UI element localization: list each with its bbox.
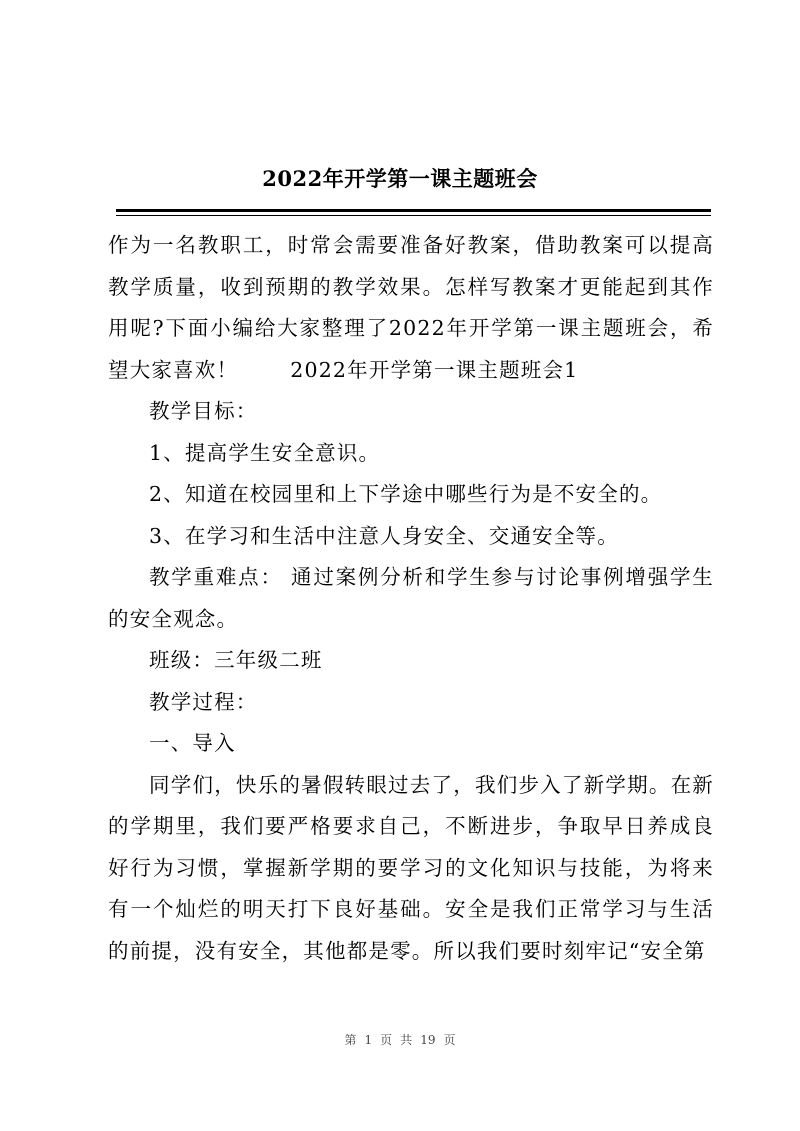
document-body <box>108 225 714 972</box>
document-title: 2022年开学第一课主题班会 <box>262 166 538 191</box>
paragraph-intro-heading: 一、导入 <box>149 731 236 755</box>
paragraph-key-points: 教学重难点： 通过案例分析和学生参与讨论事例增强学生的安全观念。 <box>108 565 714 631</box>
paragraph-process: 教学过程： <box>149 689 258 714</box>
current-page-number: 1 <box>364 1033 373 1047</box>
page-unit: 页 <box>380 1033 393 1047</box>
total-label: 共 <box>400 1033 413 1047</box>
paragraph-goal-1: 1、提高学生安全意识。 <box>149 440 381 465</box>
total-unit: 页 <box>443 1033 456 1047</box>
paragraph-class: 班级：三年级二班 <box>149 648 323 672</box>
paragraph-teaching-goals: 教学目标： <box>149 399 258 423</box>
page-label: 第 <box>344 1033 357 1047</box>
section-heading: 2022年开学第一课主题班会1 <box>290 357 579 382</box>
total-pages-number: 19 <box>420 1033 436 1047</box>
intro-paragraph <box>108 225 714 391</box>
paragraph-goal-3: 3、在学习和生活中注意人身安全、交通安全等。 <box>149 523 619 548</box>
paragraph-body: 同学们，快乐的暑假转眼过去了，我们步入了新学期。在新的学期里，我们要严格要求自己，不断进步，争取早日养成良好行为习惯，掌握新学期的要学习的文化知识与技能，为将来有一个灿烂的明天打下良好基础。安全是我们正常学习与生活的前提，没有安全，其他都是零。所以我们要时刻牢记“安全第 <box>108 772 714 963</box>
page-footer <box>0 1031 800 1048</box>
title-divider <box>116 209 711 216</box>
intro-text: 作为一名教职工，时常会需要准备好教案，借助教案可以提高教学质量，收到预期的教学效果。怎样写教案才更能起到其作用呢?下面小编给大家整理了2022年开学第一课主题班会，希望大家喜欢！ <box>108 233 714 382</box>
paragraph-goal-2: 2、知道在校园里和上下学途中哪些行为是不安全的。 <box>149 482 663 506</box>
